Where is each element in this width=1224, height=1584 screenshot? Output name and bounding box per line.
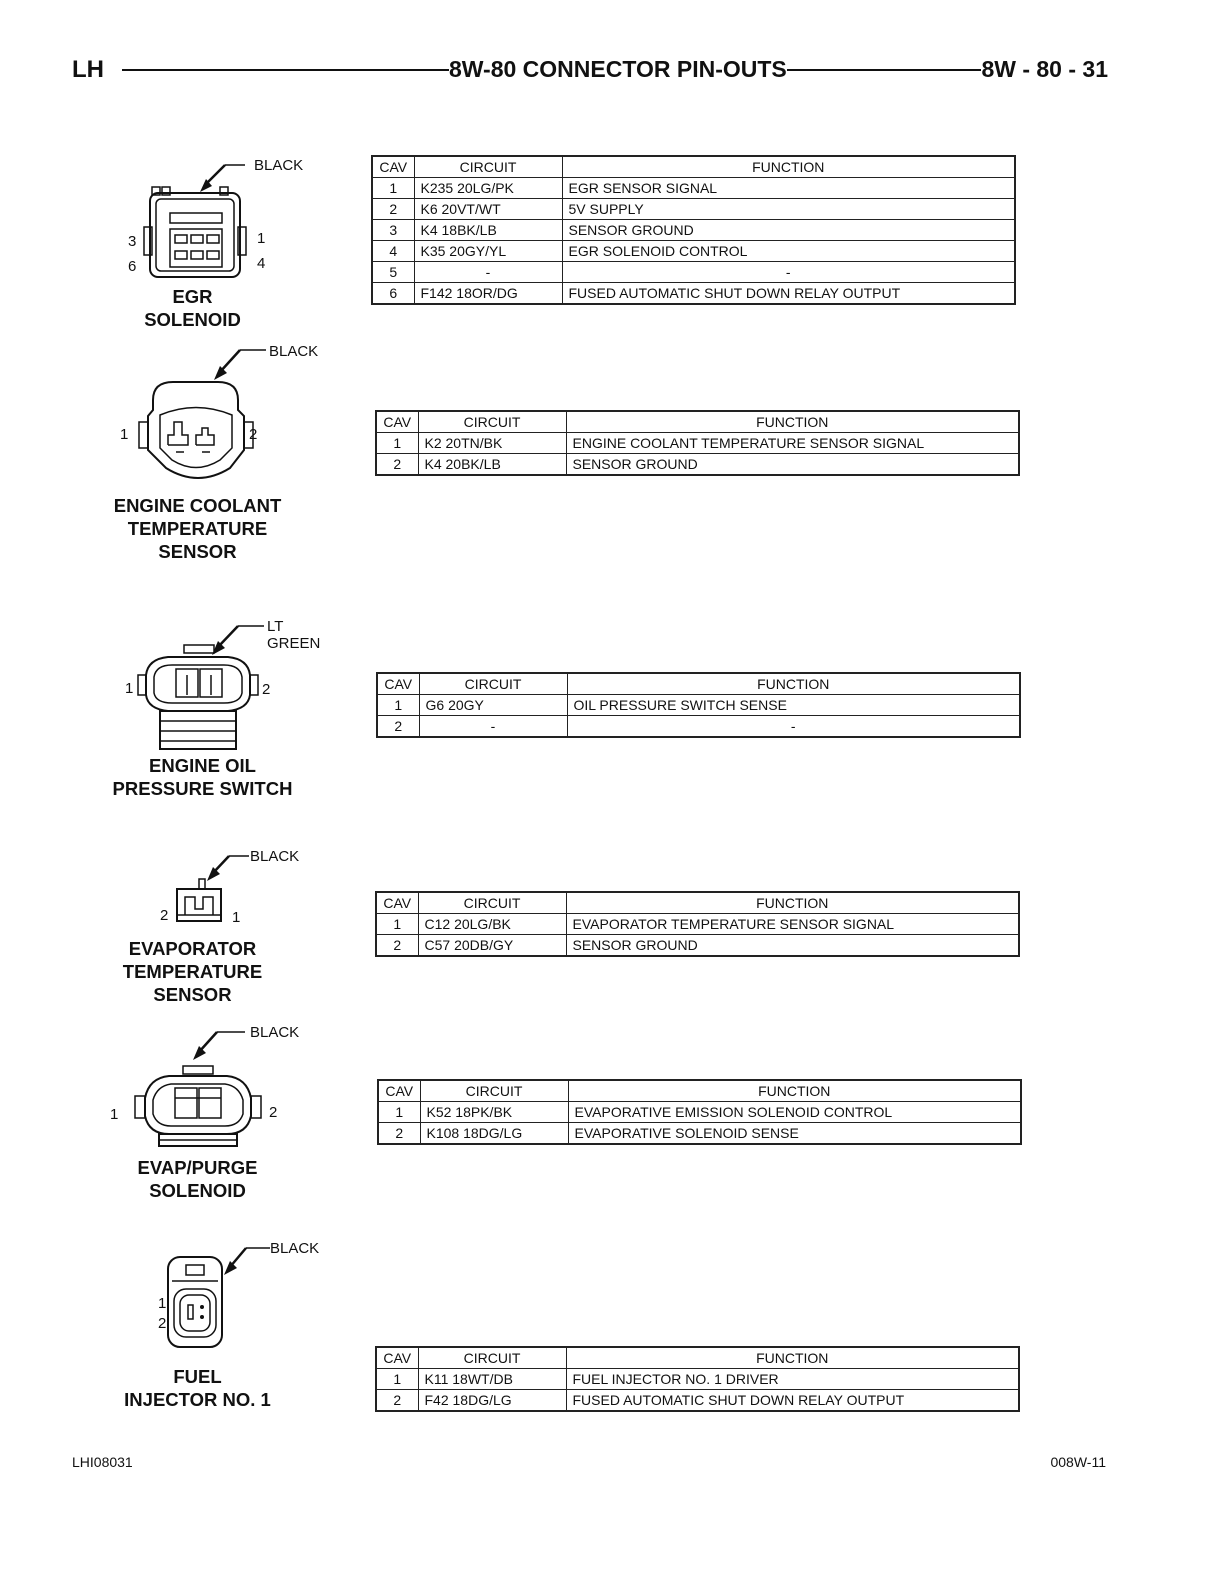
connector-name: ENGINE COOLANT TEMPERATURE SENSOR bbox=[113, 495, 282, 562]
header-section: LH bbox=[72, 56, 104, 83]
circuit-cell: K35 20GY/YL bbox=[414, 241, 562, 262]
table-header-row bbox=[376, 411, 1019, 433]
table-header-row bbox=[377, 673, 1020, 695]
pin-label: 2 bbox=[158, 1315, 167, 1332]
footer-figure-id: LHI08031 bbox=[72, 1454, 133, 1470]
circuit-cell: - bbox=[414, 262, 562, 283]
table-row bbox=[372, 220, 1015, 241]
table-row bbox=[376, 914, 1019, 935]
cav-cell: 5 bbox=[372, 262, 414, 283]
pin-label: 2 bbox=[262, 681, 271, 698]
function-cell: SENSOR GROUND bbox=[566, 935, 1019, 957]
connector-name: ENGINE OIL PRESSURE SWITCH bbox=[112, 755, 293, 799]
circuit-cell: K2 20TN/BK bbox=[418, 433, 566, 454]
column-header-cav: CAV bbox=[377, 673, 419, 695]
pin-label: 3 bbox=[128, 233, 137, 250]
table-header-row bbox=[378, 1080, 1021, 1102]
column-header-cav: CAV bbox=[378, 1080, 420, 1102]
table-row bbox=[372, 178, 1015, 199]
table-row bbox=[378, 1102, 1021, 1123]
function-cell: EVAPORATOR TEMPERATURE SENSOR SIGNAL bbox=[566, 914, 1019, 935]
column-header-function: FUNCTION bbox=[568, 1080, 1021, 1102]
column-header-circuit: CIRCUIT bbox=[414, 156, 562, 178]
pin-label: 1 bbox=[110, 1106, 119, 1123]
pin-label: 1 bbox=[158, 1295, 167, 1312]
circuit-cell: F42 18DG/LG bbox=[418, 1390, 566, 1412]
oil-pressure-switch-pin-table bbox=[376, 672, 1021, 738]
egr-solenoid-connector-figure bbox=[120, 155, 320, 330]
cav-cell: 3 bbox=[372, 220, 414, 241]
pin-label: 2 bbox=[249, 426, 258, 443]
pin-label: 1 bbox=[125, 680, 134, 697]
table-header-row bbox=[376, 892, 1019, 914]
function-cell: - bbox=[567, 716, 1020, 738]
circuit-cell: C12 20LG/BK bbox=[418, 914, 566, 935]
cav-cell: 2 bbox=[376, 454, 418, 476]
table-header-row bbox=[372, 156, 1015, 178]
column-header-circuit: CIRCUIT bbox=[418, 1347, 566, 1369]
page-number: 8W - 80 - 31 bbox=[981, 56, 1108, 82]
column-header-function: FUNCTION bbox=[566, 1347, 1019, 1369]
pin-label: 6 bbox=[128, 258, 137, 275]
cav-cell: 1 bbox=[377, 695, 419, 716]
cav-cell: 1 bbox=[376, 914, 418, 935]
circuit-cell: - bbox=[419, 716, 567, 738]
pin-label: 4 bbox=[257, 255, 266, 272]
page-header bbox=[72, 52, 1108, 88]
table-row bbox=[372, 199, 1015, 220]
function-cell: EGR SENSOR SIGNAL bbox=[562, 178, 1015, 199]
function-cell: EVAPORATIVE EMISSION SOLENOID CONTROL bbox=[568, 1102, 1021, 1123]
cav-cell: 2 bbox=[378, 1123, 420, 1145]
header-rule-left bbox=[122, 69, 486, 71]
wire-color-label: LT GREEN bbox=[267, 618, 321, 652]
cav-cell: 4 bbox=[372, 241, 414, 262]
circuit-cell: K235 20LG/PK bbox=[414, 178, 562, 199]
circuit-cell: K11 18WT/DB bbox=[418, 1369, 566, 1390]
table-row bbox=[376, 433, 1019, 454]
pin-label: 1 bbox=[232, 909, 241, 926]
column-header-function: FUNCTION bbox=[566, 892, 1019, 914]
column-header-function: FUNCTION bbox=[562, 156, 1015, 178]
evap-purge-solenoid-pin-table bbox=[377, 1079, 1022, 1145]
function-cell: ENGINE COOLANT TEMPERATURE SENSOR SIGNAL bbox=[566, 433, 1019, 454]
pin-label: 2 bbox=[269, 1104, 278, 1121]
column-header-circuit: CIRCUIT bbox=[419, 673, 567, 695]
cav-cell: 6 bbox=[372, 283, 414, 305]
function-cell: SENSOR GROUND bbox=[566, 454, 1019, 476]
table-row bbox=[376, 935, 1019, 957]
circuit-cell: K108 18DG/LG bbox=[420, 1123, 568, 1145]
table-row bbox=[372, 262, 1015, 283]
column-header-circuit: CIRCUIT bbox=[420, 1080, 568, 1102]
column-header-function: FUNCTION bbox=[567, 673, 1020, 695]
cav-cell: 2 bbox=[376, 1390, 418, 1412]
function-cell: SENSOR GROUND bbox=[562, 220, 1015, 241]
wire-color-label: BLACK bbox=[254, 157, 304, 174]
function-cell: 5V SUPPLY bbox=[562, 199, 1015, 220]
cav-cell: 2 bbox=[376, 935, 418, 957]
fuel-injector-pin-table bbox=[375, 1346, 1020, 1412]
table-row bbox=[376, 1390, 1019, 1412]
table-row bbox=[377, 716, 1020, 738]
column-header-circuit: CIRCUIT bbox=[418, 892, 566, 914]
connector-drawing-icon bbox=[120, 155, 320, 285]
connector-drawing-icon bbox=[105, 1020, 325, 1160]
cav-cell: 1 bbox=[372, 178, 414, 199]
column-header-cav: CAV bbox=[372, 156, 414, 178]
coolant-sensor-pin-table bbox=[375, 410, 1020, 476]
pin-label: 1 bbox=[120, 426, 129, 443]
connector-name: EGR SOLENOID bbox=[144, 286, 241, 330]
oil-pressure-switch-connector-figure bbox=[112, 615, 340, 799]
pin-label: 2 bbox=[160, 907, 169, 924]
function-cell: - bbox=[562, 262, 1015, 283]
cav-cell: 2 bbox=[372, 199, 414, 220]
evaporator-sensor-connector-figure bbox=[122, 845, 325, 1005]
wire-color-label: BLACK bbox=[269, 343, 319, 360]
column-header-cav: CAV bbox=[376, 1347, 418, 1369]
connector-name: FUEL INJECTOR NO. 1 bbox=[124, 1366, 271, 1410]
evap-purge-solenoid-connector-figure bbox=[105, 1020, 325, 1201]
evaporator-sensor-pin-table bbox=[375, 891, 1020, 957]
table-header-row bbox=[376, 1347, 1019, 1369]
table-row bbox=[376, 1369, 1019, 1390]
coolant-sensor-connector-figure bbox=[113, 340, 319, 562]
table-row bbox=[372, 241, 1015, 262]
connector-drawing-icon bbox=[118, 340, 318, 490]
wire-color-label: BLACK bbox=[250, 848, 300, 865]
footer-page-code: 008W-11 bbox=[1050, 1454, 1106, 1470]
connector-name: EVAP/PURGE SOLENOID bbox=[137, 1157, 258, 1201]
table-row bbox=[378, 1123, 1021, 1145]
connector-name: EVAPORATOR TEMPERATURE SENSOR bbox=[122, 938, 263, 1005]
function-cell: FUSED AUTOMATIC SHUT DOWN RELAY OUTPUT bbox=[562, 283, 1015, 305]
wire-color-label: BLACK bbox=[250, 1024, 300, 1041]
column-header-circuit: CIRCUIT bbox=[418, 411, 566, 433]
table-row bbox=[377, 695, 1020, 716]
column-header-cav: CAV bbox=[376, 411, 418, 433]
circuit-cell: C57 20DB/GY bbox=[418, 935, 566, 957]
cav-cell: 1 bbox=[376, 433, 418, 454]
circuit-cell: K52 18PK/BK bbox=[420, 1102, 568, 1123]
cav-cell: 1 bbox=[376, 1369, 418, 1390]
wire-color-label: BLACK bbox=[270, 1240, 320, 1257]
function-cell: EGR SOLENOID CONTROL bbox=[562, 241, 1015, 262]
page-title: 8W-80 CONNECTOR PIN-OUTS bbox=[449, 56, 787, 82]
fuel-injector-connector-figure bbox=[124, 1237, 330, 1410]
circuit-cell: K4 20BK/LB bbox=[418, 454, 566, 476]
table-row bbox=[376, 454, 1019, 476]
egr-solenoid-pin-table bbox=[371, 155, 1016, 305]
circuit-cell: F142 18OR/DG bbox=[414, 283, 562, 305]
cav-cell: 1 bbox=[378, 1102, 420, 1123]
cav-cell: 2 bbox=[377, 716, 419, 738]
circuit-cell: K4 18BK/LB bbox=[414, 220, 562, 241]
function-cell: FUEL INJECTOR NO. 1 DRIVER bbox=[566, 1369, 1019, 1390]
circuit-cell: G6 20GY bbox=[419, 695, 567, 716]
circuit-cell: K6 20VT/WT bbox=[414, 199, 562, 220]
function-cell: FUSED AUTOMATIC SHUT DOWN RELAY OUTPUT bbox=[566, 1390, 1019, 1412]
function-cell: EVAPORATIVE SOLENOID SENSE bbox=[568, 1123, 1021, 1145]
column-header-function: FUNCTION bbox=[566, 411, 1019, 433]
column-header-cav: CAV bbox=[376, 892, 418, 914]
pin-label: 1 bbox=[257, 230, 266, 247]
function-cell: OIL PRESSURE SWITCH SENSE bbox=[567, 695, 1020, 716]
table-row bbox=[372, 283, 1015, 305]
